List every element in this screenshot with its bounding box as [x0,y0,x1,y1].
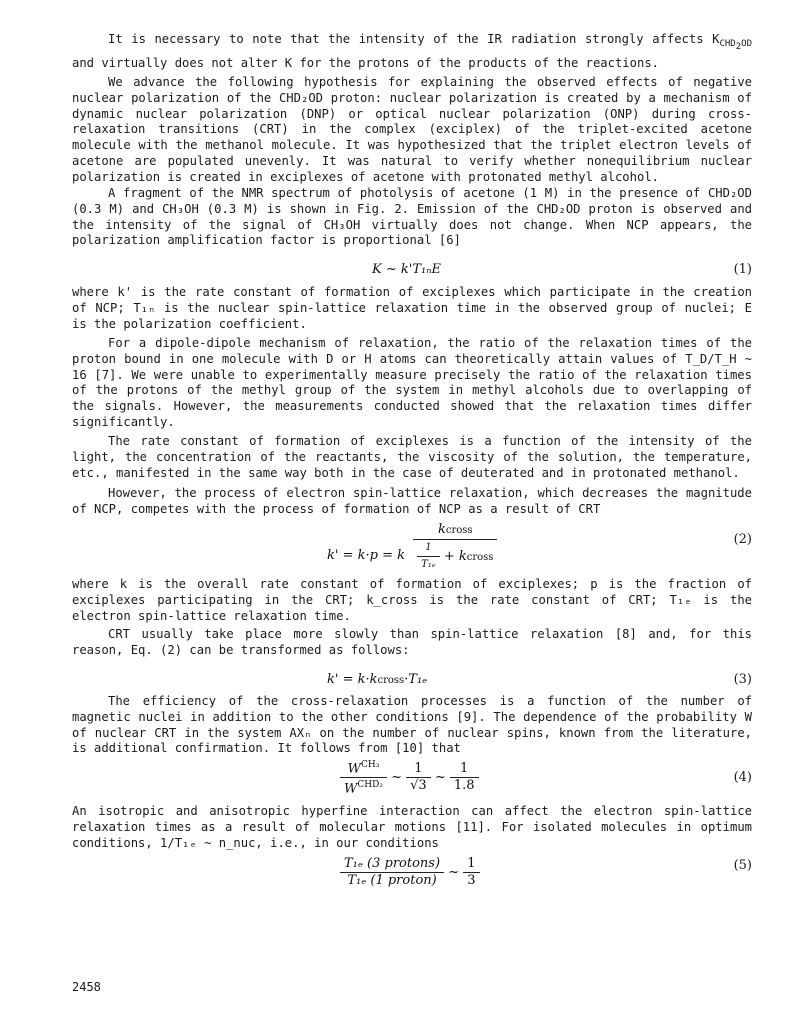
eq1-rhs: k'T₁ₙE [400,262,441,277]
eq5-fraction-2 [463,856,479,889]
eq1-rel: ~ [385,262,397,277]
paragraph-9: CRT usually take place more slowly than spin-lattice relaxation [8] and, for this reason, Eq. (2) can be transformed as follows: [72,627,752,657]
eq2-lhs: k' = k·p = k [327,547,405,563]
eq3-tail: ·T₁ₑ [404,672,428,687]
eq5-fraction-1 [340,856,444,889]
eq4-den1: W [344,781,358,797]
equation-5: $\frac{\text{T₁ₑ (3 protons)}}{\text{T₁ₑ (1 proton)}}$ ~ $\frac{1}{3}$ (5) [72,856,752,900]
eq5-num: T₁ₑ (3 protons) [340,856,444,873]
eq3-sub: cross [377,675,405,686]
equation-number-2: (2) [733,532,752,547]
paragraph-2: We advance the following hypothesis for explaining the observed effects of negative nuclear polarization of the CHD₂OD proton: nuclear polarization is created by a mechanism of dynamic nuclear polarization (DNP) or optical nuclear polarization (ONP) during cross-relaxation transitions (CRT) in the complex (exciplex) of the triplet-excited acetone molecule with the methanol molecule. It was hypothesized that the triplet electron levels of acetone are populated unevenly. It was natural to verify whether nonequilibrium nuclear polarization is created in exciplexes of acetone with protonated methyl alcohol. [72,75,752,184]
paragraph-11: An isotropic and anisotropic hyperfine interaction can affect the electron spin-lattice relaxation times as a result of molecular motions [11]. For isolated molecules in optimum conditions, 1/T₁ₑ ~ n_nuc, i.e., in our conditions [72,804,752,850]
eq2-num: k [437,522,446,537]
paragraph-7: However, the process of electron spin-lattice relaxation, which decreases the magnitude of NCP, competes with the process of formation of NCP as a result of CRT [72,486,752,516]
equation-number-5: (5) [733,858,752,873]
equation-number-4: (4) [733,770,752,785]
eq1-lhs: K [372,262,382,277]
paragraph-3: A fragment of the NMR spectrum of photolysis of acetone (1 M) in the presence of CHD₂OD (0.3 M) and CH₃OH (0.3 M) is shown in Fig. 2. Emission of the CHD₂OD proton is observed and the intensity of the signal of CH₃OH virtually does not change. When NCP appears, the polarization amplification factor is proportional [6] [72,186,752,248]
eq4-fraction-2 [406,761,431,794]
eq4-sup1: CH₃ [360,760,380,770]
eq2-den-plus: + k [443,548,467,564]
paragraph-6: The rate constant of formation of exciplexes is a function of the intensity of the light, the concentration of the reactants, the viscosity of the solution, the temperature, etc., manifested in the same way both in the case of deuterated and in protonated methanol. [72,434,752,480]
equation-number-1: (1) [733,262,752,277]
paragraph-5: For a dipole-dipole mechanism of relaxation, the ratio of the relaxation times of the proton bound in one molecule with D or H atoms can theoretically attain values of T_D/T_H ~ 16 [7]. We were unable to experimentally measure precisely the ratio of the relaxation times of the protons of the methyl group of the system in methyl alcohols due to overlapping of the signals. However, the measurements conducted showed that the relaxation times differ significantly. [72,336,752,429]
eq5-den2: 3 [467,872,476,888]
page-number: 2458 [72,980,101,994]
eq2-den-plus-sub: cross [466,551,494,563]
equation-4: $\frac{W^{CH_3}}{W^{CHD_2}}$ ~ $\frac{1}{√3}$ ~ $\frac{1}{1.8}$ (4) [72,758,752,802]
eq4-num2: 1 [406,761,431,778]
equation-number-3: (3) [733,672,752,687]
paragraph-10: The efficiency of the cross-relaxation processes is a function of the number of magnetic nuclei in addition to the other conditions [9]. The dependence of the probability W of nuclear CRT in the system AXₙ on the number of nuclear spins, known from the literature, is additional confirmation. It follows from [10] that [72,694,752,756]
eq4-sup-den1: CHD₂ [357,780,383,791]
eq2-fraction [413,522,497,572]
paragraph-1: It is necessary to note that the intensity of the IR radiation strongly affects $K_{CHD_2OD}$ and virtually does not alter K for the protons of the products of the reactions. [72,32,752,71]
eq2-den-a-sub: T₁ₑ [421,558,436,570]
eq4-num1: W [347,761,361,777]
paragraph-8: where k is the overall rate constant of formation of exciplexes; p is the fraction of exciplexes participating in the CRT; k_cross is the rate constant of CRT; T₁ₑ is the electron spin-lattice relaxation time. [72,577,752,623]
equation-2 [72,522,752,572]
eq2-den-a: 1 [417,540,440,557]
eq5-num2: 1 [463,856,479,873]
eq4-num3: 1 [450,761,479,778]
eq3-lhs: k' = k·k [327,672,378,687]
paragraph-4: where k' is the rate constant of formation of exciplexes which participate in the creation of NCP; T₁ₙ is the nuclear spin-lattice relaxation time in the observed group of nuclei; E is the polarization coefficient. [72,285,752,331]
eq4-den2: √3 [410,778,427,794]
eq4-fraction-3 [450,761,479,794]
eq4-fraction-1 [340,758,387,797]
eq2-num-sub: cross [445,525,473,536]
eq5-den: T₁ₑ (1 proton) [347,872,437,888]
eq4-den3: 1.8 [453,778,475,794]
